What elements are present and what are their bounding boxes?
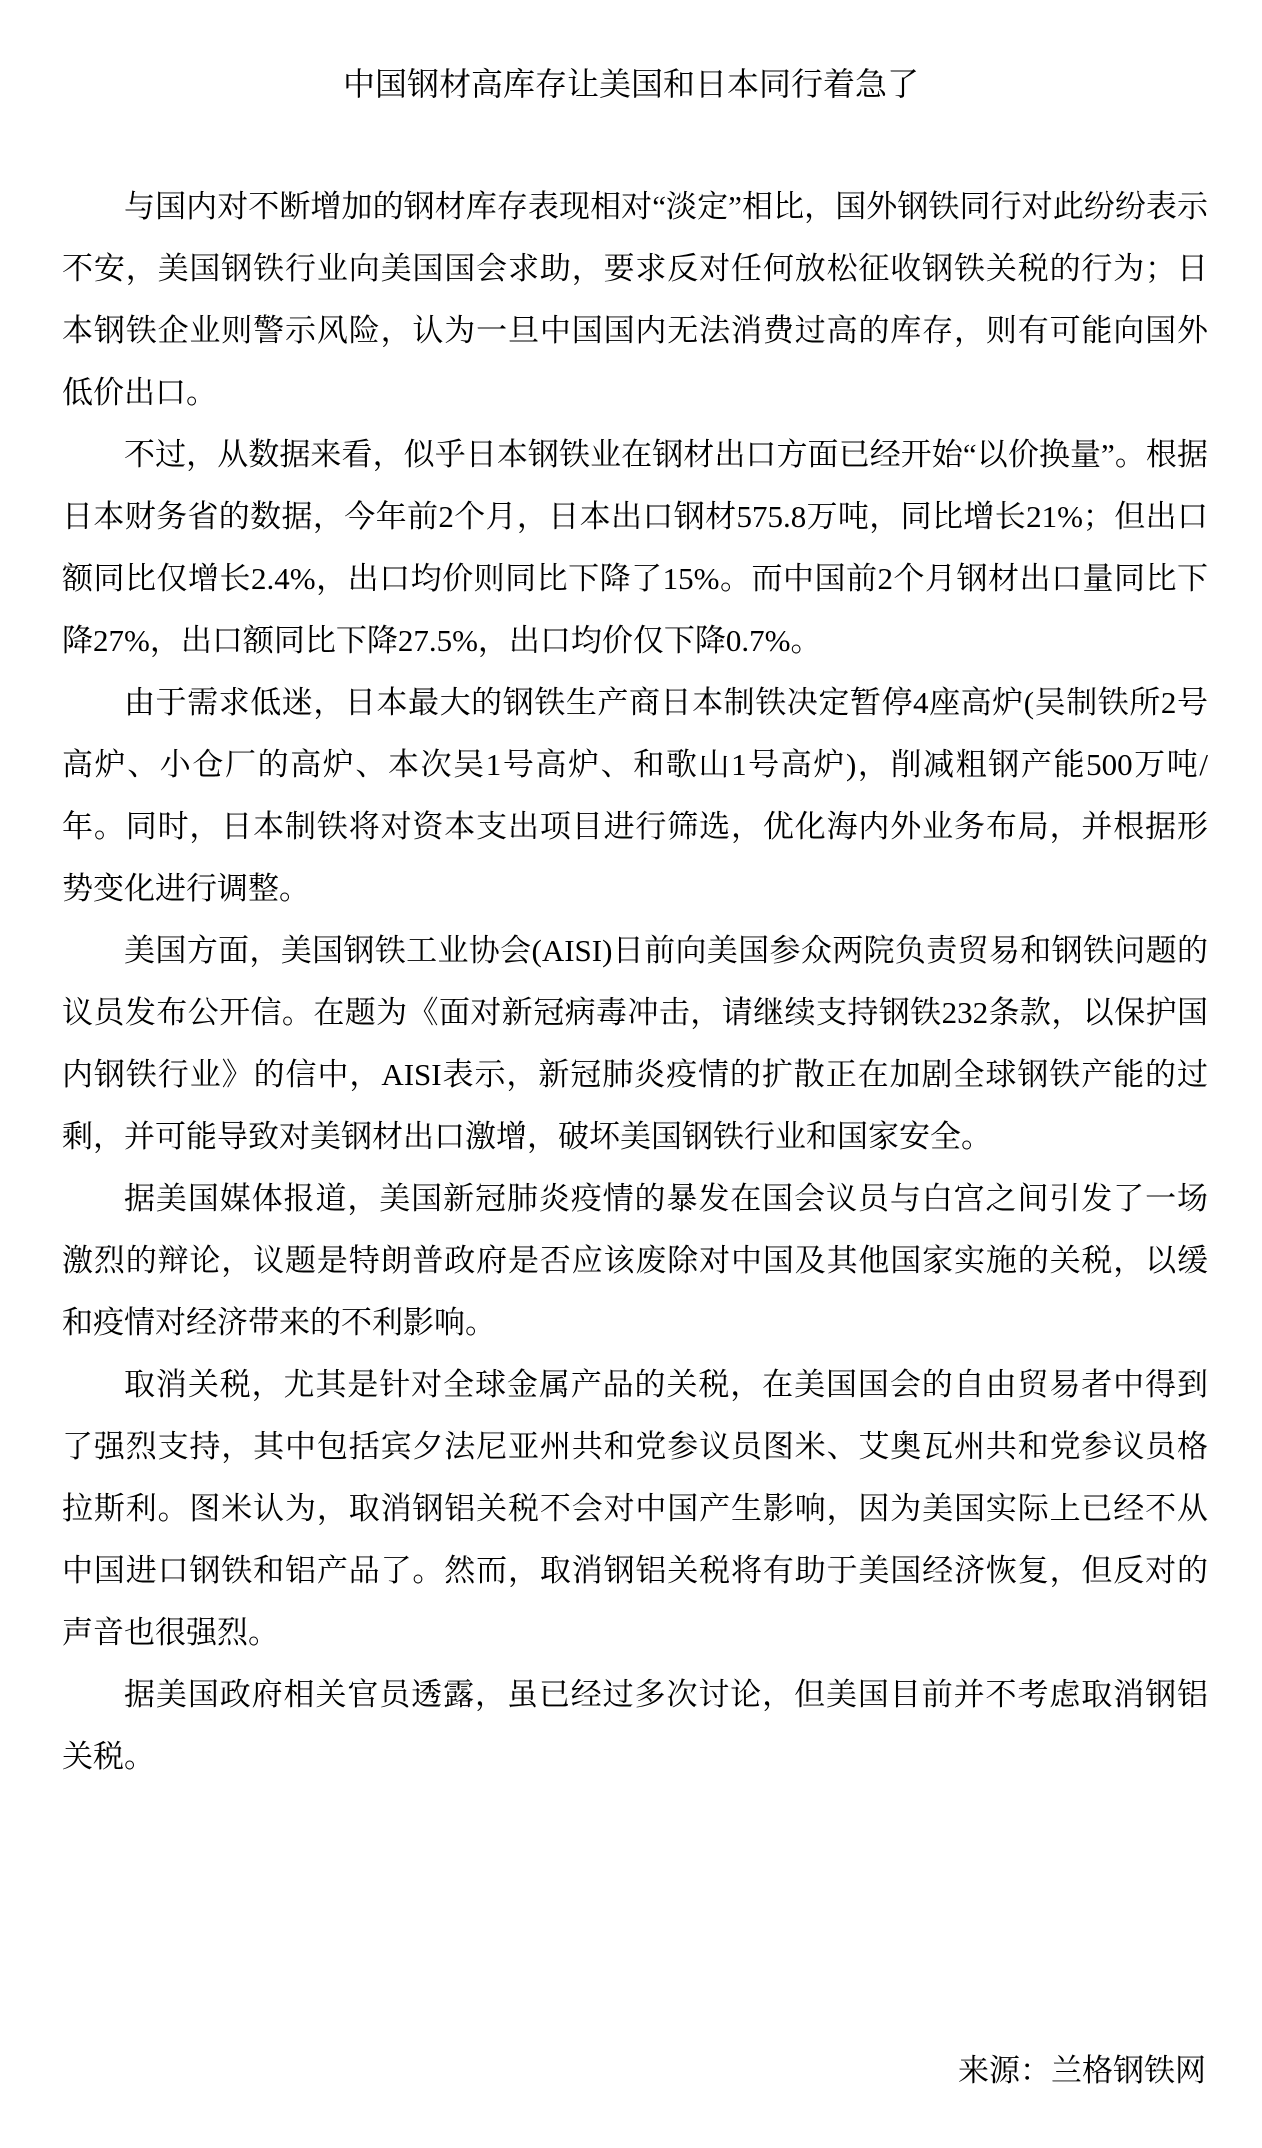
article-paragraph: 据美国政府相关官员透露，虽已经过多次讨论，但美国目前并不考虑取消钢铝关税。 [62, 1677, 1208, 1774]
article-paragraph: 不过，从数据来看，似乎日本钢铁业在钢材出口方面已经开始“以价换量”。根据日本财务省的数据，今年前2个月，日本出口钢材575.8万吨，同比增长21%；但出口额同比仅增长2.4%，出口均价则同比下降了15%。而中国前2个月钢材出口量同比下降27%，出口额同比下降27.5%，出口均价仅下降0.7%。 [62, 437, 1208, 658]
source-attribution: 来源：兰格钢铁网 [958, 2053, 1206, 2088]
article-paragraph: 美国方面，美国钢铁工业协会(AISI)日前向美国参众两院负责贸易和钢铁问题的议员发布公开信。在题为《面对新冠病毒冲击，请继续支持钢铁232条款，以保护国内钢铁行业》的信中，AISI表示，新冠肺炎疫情的扩散正在加剧全球钢铁产能的过剩，并可能导致对美钢材出口激增，破坏美国钢铁行业和国家安全。 [62, 933, 1208, 1154]
article-paragraph: 据美国媒体报道，美国新冠肺炎疫情的暴发在国会议员与白宫之间引发了一场激烈的辩论，议题是特朗普政府是否应该废除对中国及其他国家实施的关税，以缓和疫情对经济带来的不利影响。 [62, 1181, 1208, 1340]
article-paragraph: 取消关税，尤其是针对全球金属产品的关税，在美国国会的自由贸易者中得到了强烈支持，其中包括宾夕法尼亚州共和党参议员图米、艾奥瓦州共和党参议员格拉斯利。图米认为，取消钢铝关税不会对中国产生影响，因为美国实际上已经不从中国进口钢铁和铝产品了。然而，取消钢铝关税将有助于美国经济恢复，但反对的声音也很强烈。 [62, 1367, 1208, 1650]
article-title: 中国钢材高库存让美国和日本同行着急了 [342, 66, 919, 102]
article-body [0, 176, 1262, 1788]
article-paragraph: 由于需求低迷，日本最大的钢铁生产商日本制铁决定暂停4座高炉(吴制铁所2号高炉、小仓厂的高炉、本次吴1号高炉、和歌山1号高炉)，削减粗钢产能500万吨/年。同时，日本制铁将对资本支出项目进行筛选，优化海内外业务布局，并根据形势变化进行调整。 [62, 685, 1208, 906]
article-paragraph: 与国内对不断增加的钢材库存表现相对“淡定”相比，国外钢铁同行对此纷纷表示不安，美国钢铁行业向美国国会求助，要求反对任何放松征收钢铁关税的行为；日本钢铁企业则警示风险，认为一旦中国国内无法消费过高的库存，则有可能向国外低价出口。 [62, 189, 1208, 410]
